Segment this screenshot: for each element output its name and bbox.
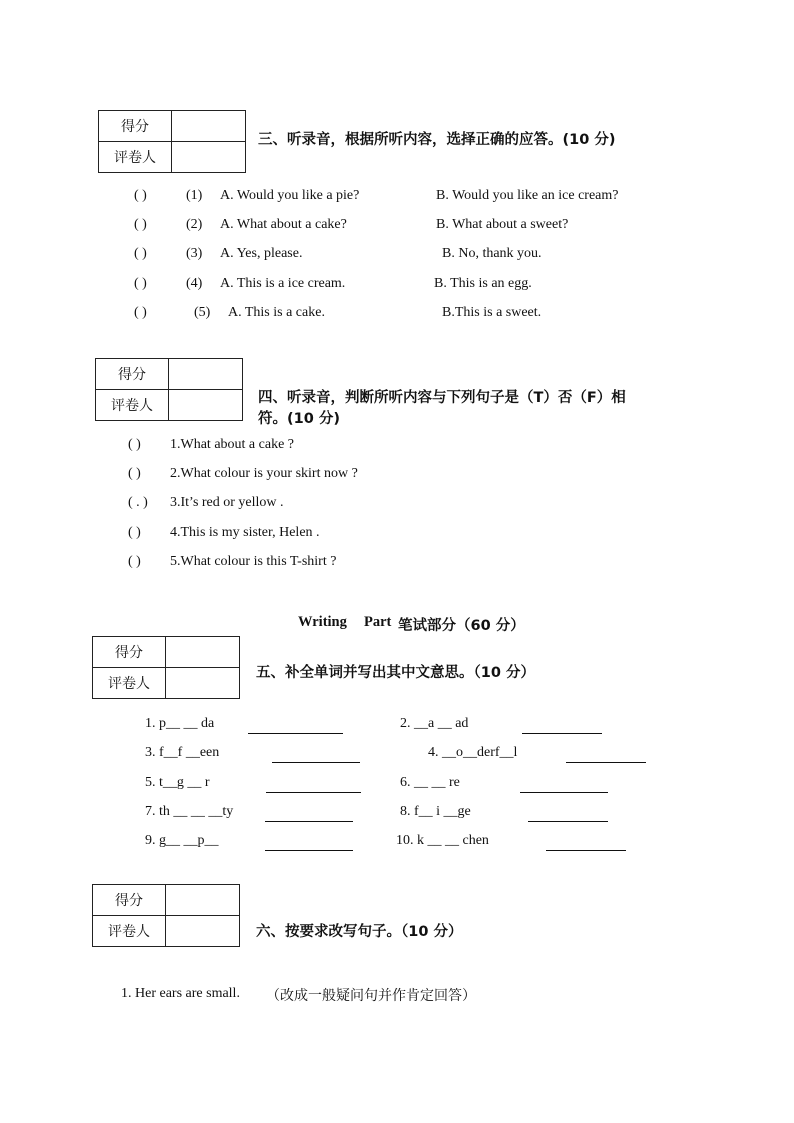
- answer-paren[interactable]: ( ): [128, 525, 141, 540]
- word-item: 10. k __ __ chen: [396, 833, 489, 848]
- statement-text: 3.It’s red or yellow .: [170, 495, 284, 510]
- question-number: (2): [186, 217, 203, 232]
- meaning-blank[interactable]: [265, 820, 353, 822]
- section6-heading: 六、按要求改写句子。（10 分）: [256, 924, 463, 940]
- option-a: A. What about a cake?: [220, 217, 347, 232]
- grader-label: 评卷人: [99, 142, 172, 173]
- statement-text: 1.What about a cake ?: [170, 437, 294, 452]
- question-number: (5): [194, 305, 211, 320]
- score-field[interactable]: [169, 359, 243, 390]
- score-table-section6: [92, 884, 240, 947]
- grader-field[interactable]: [166, 668, 240, 699]
- score-field[interactable]: [166, 885, 240, 916]
- option-a: A. Would you like a pie?: [220, 188, 360, 203]
- option-b: B. This is an egg.: [434, 276, 532, 291]
- section5-heading: 五、补全单词并写出其中文意思。（10 分）: [256, 665, 535, 681]
- answer-paren[interactable]: ( ): [134, 217, 147, 232]
- question-number: (1): [186, 188, 203, 203]
- rewrite-question-en: 1. Her ears are small.: [121, 986, 240, 1001]
- meaning-blank[interactable]: [272, 761, 360, 763]
- score-label: 得分: [93, 637, 166, 668]
- word-item: 2. __a __ ad: [400, 716, 469, 731]
- option-b: B. Would you like an ice cream?: [436, 188, 619, 203]
- score-table-section5: [92, 636, 240, 699]
- section4-heading-line1: 四、听录音，判断所听内容与下列句子是（T）否（F）相: [258, 390, 626, 406]
- score-field[interactable]: [172, 111, 246, 142]
- answer-paren[interactable]: ( ): [134, 188, 147, 203]
- score-label: 得分: [96, 359, 169, 390]
- option-a: A. Yes, please.: [220, 246, 303, 261]
- meaning-blank[interactable]: [520, 791, 608, 793]
- word-item: 7. th __ __ __ty: [145, 804, 234, 819]
- answer-paren[interactable]: ( ): [134, 246, 147, 261]
- score-field[interactable]: [166, 637, 240, 668]
- rewrite-question-instruction: （改成一般疑问句并作肯定回答）: [266, 988, 476, 1004]
- question-number: (3): [186, 246, 203, 261]
- section4-heading-line2: 符。(10 分): [258, 411, 340, 427]
- grader-label: 评卷人: [93, 668, 166, 699]
- word-item: 5. t__g __ r: [145, 775, 210, 790]
- writing-part-en2: Part: [364, 614, 392, 630]
- word-item: 4. __o__derf__l: [428, 745, 518, 760]
- meaning-blank[interactable]: [566, 761, 646, 763]
- statement-text: 4.This is my sister, Helen .: [170, 525, 320, 540]
- answer-paren[interactable]: ( . ): [128, 495, 148, 510]
- answer-paren[interactable]: ( ): [128, 554, 141, 569]
- score-table-section3: [98, 110, 246, 173]
- answer-paren[interactable]: ( ): [134, 305, 147, 320]
- meaning-blank[interactable]: [266, 791, 361, 793]
- word-item: 6. __ __ re: [400, 775, 460, 790]
- grader-label: 评卷人: [96, 390, 169, 421]
- word-item: 9. g__ __p__: [145, 833, 219, 848]
- writing-part-en1: Writing: [298, 614, 347, 630]
- section3-heading: 三、听录音，根据所听内容，选择正确的应答。(10 分): [258, 132, 616, 148]
- score-label: 得分: [99, 111, 172, 142]
- option-b: B. What about a sweet?: [436, 217, 569, 232]
- statement-text: 2.What colour is your skirt now ?: [170, 466, 358, 481]
- word-item: 1. p__ __ da: [145, 716, 215, 731]
- answer-paren[interactable]: ( ): [128, 437, 141, 452]
- meaning-blank[interactable]: [528, 820, 608, 822]
- question-number: (4): [186, 276, 203, 291]
- option-b: B. No, thank you.: [442, 246, 542, 261]
- option-b: B.This is a sweet.: [442, 305, 542, 320]
- writing-part-cn: 笔试部分（60 分）: [398, 618, 525, 634]
- grader-label: 评卷人: [93, 916, 166, 947]
- statement-text: 5.What colour is this T-shirt ?: [170, 554, 337, 569]
- grader-field[interactable]: [172, 142, 246, 173]
- grader-field[interactable]: [169, 390, 243, 421]
- answer-paren[interactable]: ( ): [128, 466, 141, 481]
- word-item: 3. f__f __een: [145, 745, 220, 760]
- score-label: 得分: [93, 885, 166, 916]
- grader-field[interactable]: [166, 916, 240, 947]
- answer-paren[interactable]: ( ): [134, 276, 147, 291]
- meaning-blank[interactable]: [546, 849, 626, 851]
- meaning-blank[interactable]: [248, 732, 343, 734]
- word-item: 8. f__ i __ge: [400, 804, 471, 819]
- meaning-blank[interactable]: [522, 732, 602, 734]
- option-a: A. This is a ice cream.: [220, 276, 346, 291]
- score-table-section4: [95, 358, 243, 421]
- meaning-blank[interactable]: [265, 849, 353, 851]
- option-a: A. This is a cake.: [228, 305, 325, 320]
